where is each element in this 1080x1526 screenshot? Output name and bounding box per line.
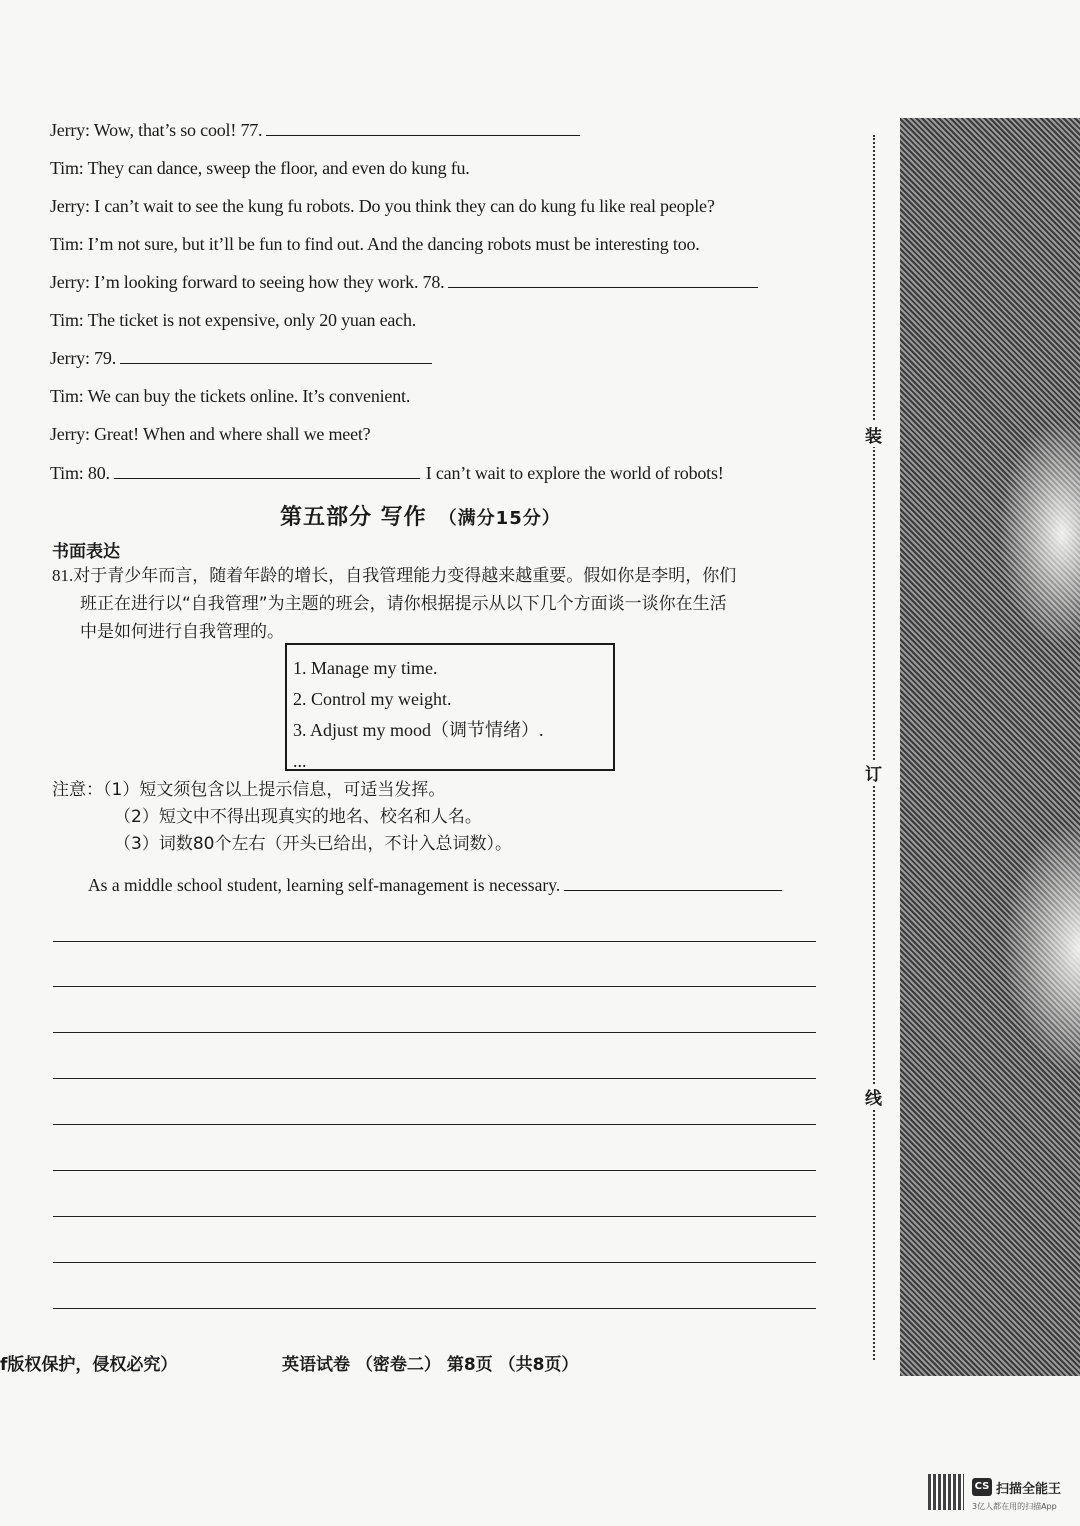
- hint-box: [285, 643, 615, 771]
- writing-line[interactable]: [53, 1308, 816, 1309]
- scan-artifact-stripe: [900, 118, 1080, 1376]
- scanner-tagline: 3亿人都在用的扫描App: [972, 1502, 1057, 1511]
- dialogue-line: Tim: They can dance, sweep the floor, and even do kung fu.: [50, 158, 470, 178]
- question-81: 81.对于青少年而言，随着年龄的增长，自我管理能力变得越来越重要。假如你是李明，你们 班正在进行以“自我管理”为主题的班会，请你根据提示从以下几个方面谈一谈你在生活 中是如何进行自我管理的。: [52, 566, 737, 642]
- hint-item: 1. Manage my time.: [293, 658, 438, 678]
- binding-label: 装: [865, 422, 882, 447]
- writing-line[interactable]: [53, 1124, 816, 1125]
- writing-line[interactable]: [53, 1216, 816, 1217]
- writing-line[interactable]: [53, 1032, 816, 1033]
- essay-starter: As a middle school student, learning self-management is necessary.: [88, 874, 782, 896]
- camscanner-logo-icon: CS: [972, 1478, 992, 1496]
- writing-line[interactable]: [53, 1262, 816, 1263]
- section-title: 第五部分 写作 （满分15分）: [280, 505, 561, 530]
- notes: [52, 777, 512, 858]
- answer-blank-77[interactable]: [266, 119, 580, 136]
- writing-line[interactable]: [53, 1078, 816, 1079]
- writing-line[interactable]: [53, 941, 816, 942]
- answer-blank-80[interactable]: [114, 462, 420, 479]
- dialogue-line-79: Jerry: 79.: [50, 347, 432, 369]
- binding-label: 订: [865, 760, 882, 785]
- dialogue-line: Tim: We can buy the tickets online. It’s convenient.: [50, 386, 411, 406]
- subheading: 书面表达: [52, 542, 120, 562]
- binding-dotted-line: [873, 135, 875, 1360]
- dialogue-line: Jerry: I can’t wait to see the kung fu robots. Do you think they can do kung fu like real people?: [50, 196, 715, 216]
- footer-page-info: 英语试卷 （密卷二） 第8页 （共8页）: [282, 1355, 579, 1375]
- hint-item: ...: [293, 751, 307, 771]
- scanner-watermark: [928, 1474, 1072, 1518]
- dialogue-line-77: Jerry: Wow, that’s so cool! 77.: [50, 119, 580, 141]
- scanner-app-name: 扫描全能王: [996, 1482, 1062, 1497]
- answer-blank-79[interactable]: [120, 347, 432, 364]
- binding-label: 线: [865, 1084, 882, 1109]
- answer-blank-78[interactable]: [448, 271, 758, 288]
- footer-copyright: f版权保护，侵权必究）: [0, 1355, 178, 1375]
- hint-item: 3. Adjust my mood（调节情绪）.: [293, 720, 544, 740]
- writing-line[interactable]: [53, 1170, 816, 1171]
- dialogue-line: Tim: The ticket is not expensive, only 20 yuan each.: [50, 310, 417, 330]
- dialogue-line: Tim: I’m not sure, but it’ll be fun to find out. And the dancing robots must be interesting too.: [50, 234, 700, 254]
- writing-line-first[interactable]: [564, 874, 782, 891]
- dialogue-line-78: Jerry: I’m looking forward to seeing how they work. 78.: [50, 271, 758, 293]
- note-item: （3）词数80个左右（开头已给出，不计入总词数）。: [114, 834, 512, 854]
- qr-code-icon: [928, 1474, 964, 1510]
- dialogue-line-80: Tim: 80. I can’t wait to explore the world of robots!: [50, 463, 724, 483]
- dialogue-line: Jerry: Great! When and where shall we meet?: [50, 424, 371, 444]
- notes-label: 注意：: [52, 780, 103, 800]
- writing-line[interactable]: [53, 986, 816, 987]
- hint-item: 2. Control my weight.: [293, 689, 452, 709]
- note-item: （1）短文须包含以上提示信息，可适当发挥。: [103, 780, 446, 800]
- note-item: （2）短文中不得出现真实的地名、校名和人名。: [114, 807, 482, 827]
